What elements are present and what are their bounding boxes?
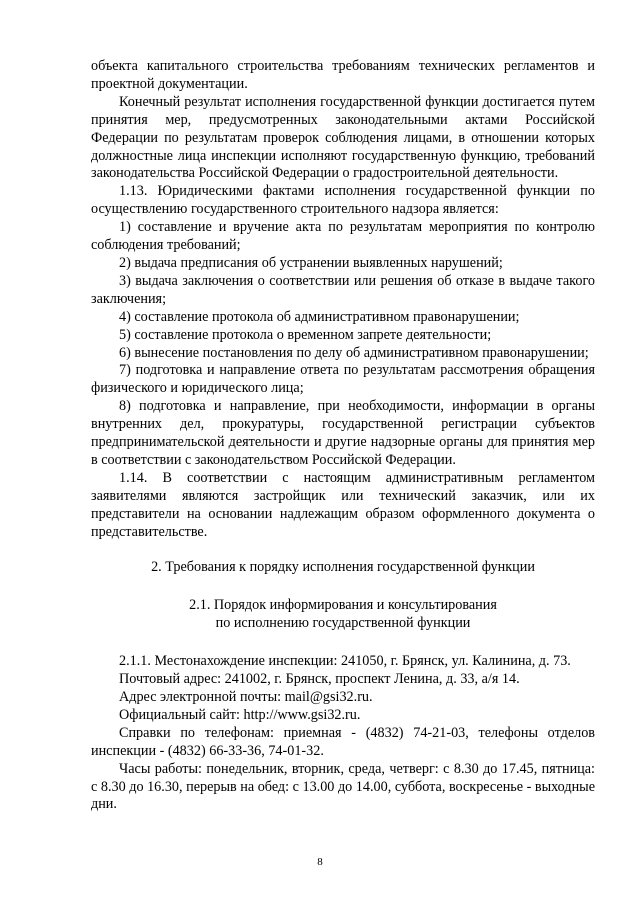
contact-postal: Почтовый адрес: 241002, г. Брянск, проспект Ленина, д. 33, а/я 14. bbox=[119, 671, 520, 688]
contact-site: Официальный сайт: http://www.gsi32.ru. bbox=[119, 706, 361, 723]
paragraph-1-14: 1.14. В соответствии с настоящим административным регламентом заявителями являются застройщик или технический заказчик, или их представители на основании надлежащим образом оформленного документа о представительстве. bbox=[91, 469, 595, 540]
list-item-6: 6) вынесение постановления по делу об административном правонарушении; bbox=[119, 344, 589, 361]
paragraph-1-13: 1.13. Юридическими фактами исполнения государственной функции по осуществлению государственного строительного надзора является: bbox=[91, 183, 595, 218]
list-item-4: 4) составление протокола об административном правонарушении; bbox=[119, 308, 520, 325]
paragraph-result: Конечный результат исполнения государственной функции достигается путем принятия мер, предусмотренных законодательными актами Российской Федерации по результатам проверок соблюдения лицами, в отношении которых должностные лица инспекции исполняют государственную функцию, требований законодательства Российской Федерации о градостроительной деятельности. bbox=[91, 93, 595, 182]
contact-location: 2.1.1. Местонахождение инспекции: 241050, г. Брянск, ул. Калинина, д. 73. bbox=[119, 653, 571, 670]
section-heading: 2. Требования к порядку исполнения государственной функции bbox=[151, 559, 535, 576]
list-item-1: 1) составление и вручение акта по результатам мероприятия по контролю соблюдения требований; bbox=[91, 219, 595, 254]
page-number: 8 bbox=[317, 856, 323, 868]
subsection-heading-line2: по исполнению государственной функции bbox=[215, 615, 471, 632]
contact-email: Адрес электронной почты: mail@gsi32.ru. bbox=[119, 689, 373, 705]
list-item-8: 8) подготовка и направление, при необходимости, информации в органы внутренних дел, прокуратуры, государственной регистрации субъектов предпринимательской деятельности и другие надзорные органы для принятия мер в соответствии с законодательством Российской Федерации. bbox=[91, 398, 595, 468]
list-item-5: 5) составление протокола о временном запрете деятельности; bbox=[119, 326, 492, 343]
paragraph-continuation: объекта капитального строительства требованиям технических регламентов и проектной документации. bbox=[91, 58, 595, 92]
list-item-7: 7) подготовка и направление ответа по результатам рассмотрения обращения физического и юридического лица; bbox=[91, 362, 595, 397]
contact-hours: Часы работы: понедельник, вторник, среда, четверг: с 8.30 до 17.45, пятница: с 8.30 до 16.30, перерыв на обед: с 13.00 до 14.00, суббота, воскресенье - выходные дни. bbox=[91, 760, 595, 813]
subsection-heading-line1: 2.1. Порядок информирования и консультирования bbox=[189, 597, 497, 614]
document-page bbox=[91, 58, 595, 814]
list-item-2: 2) выдача предписания об устранении выявленных нарушений; bbox=[119, 254, 503, 271]
contact-phones: Справки по телефонам: приемная - (4832) 74-21-03, телефоны отделов инспекции - (4832) 66-33-36, 74-01-32. bbox=[91, 724, 595, 759]
list-item-3: 3) выдача заключения о соответствии или решения об отказе в выдаче такого заключения; bbox=[91, 272, 595, 307]
